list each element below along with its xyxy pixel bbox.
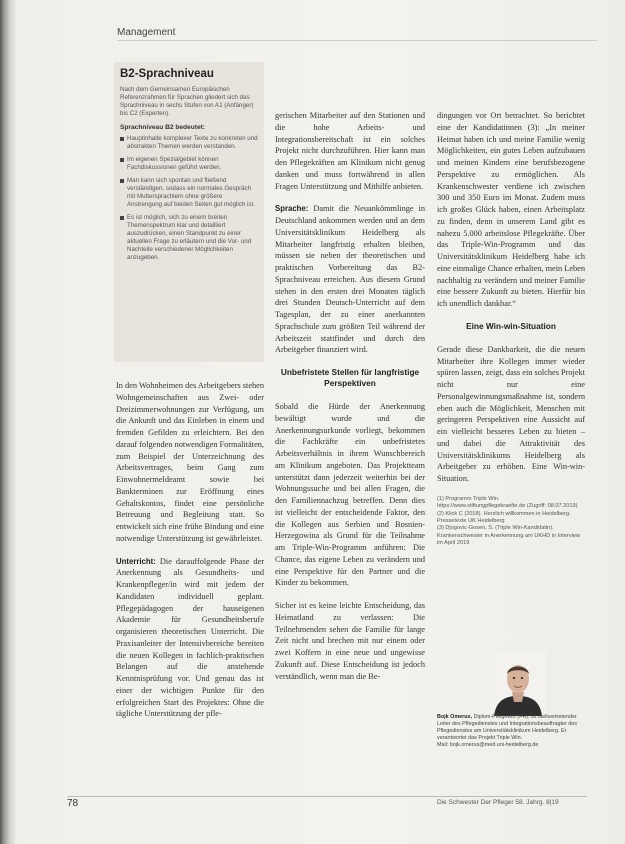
info-box bbox=[114, 62, 264, 362]
page-binding-shadow bbox=[0, 0, 16, 844]
square-bullet-icon bbox=[120, 158, 124, 162]
box-list-item: Im eigenen Spezialgebiet können Fachdiskussionen geführt werden. bbox=[120, 156, 258, 172]
box-subheading: Sprachniveau B2 bedeutet: bbox=[120, 124, 206, 131]
box-list-item: Es ist möglich, sich zu einem breiten Themenspektrum klar und detailliert auszudrücken, einen Standpunkt zu einer aktuellen Frage zu erläutern und die Vor- und Nachteile verschiedener Möglichkeiten anzugeben. bbox=[120, 214, 258, 262]
square-bullet-icon bbox=[120, 137, 124, 141]
paragraph-lead: Unterricht: bbox=[116, 556, 156, 566]
header-rule bbox=[117, 40, 597, 41]
references bbox=[437, 496, 585, 548]
box-list-item: Man kann sich spontan und fließend verständigen, sodass ein normales Gespräch mit Muttersprachlern ohne größere Anstrengung auf beiden Seiten gut möglich ist. bbox=[120, 177, 258, 209]
author-description: Diplom-Pflegewirt (FH), ist stellvertretender Leiter des Pflegedienstes und Integrationsbeauftragter des Pflegedienstes am Universitätsklinikum Heidelberg. Er verantwortet das Projekt Triple Win. bbox=[437, 714, 577, 741]
paragraph: dingungen vor Ort betrachtet. So berichtet eine der Kandidatinnen (3): „In meiner Heimat haben ich und meine Familie wenig Möglichkeiten, ein gutes Leben aufzubauen und meinen Kindern eine berufsbezogene Perspektive zu ermöglichen. Als Krankenschwester verdiene ich zwischen 300 und 350 Euro im Monat. Zudem muss ich großes Glück haben, einen Arbeitsplatz zu finden, denn in unserem Land gibt es nahezu 5.000 arbeitslose Pflegekräfte. Über das Triple-Win-Programm und das Universitätsklinikum Heidelberg habe ich eine einmalige Chance erhalten, mein Leben nachhaltig zu verändern und meiner Familie eine bessere Zukunft zu bieten. Hierfür bin ich unendlich dankbar.“ bbox=[437, 111, 585, 308]
text-column-2 bbox=[275, 110, 425, 693]
box-intro: Nach dem Gemeinsamen Europäischen Referenzrahmen für Sprachen gliedert sich das Sprachniveau in sechs Stufen von A1 (Anfänger) bis C2 (Experten). bbox=[120, 86, 254, 117]
author-email: Mail: bojk.omerus@med.uni-heidelberg.de bbox=[437, 742, 539, 748]
paragraph-lead: Sprache: bbox=[275, 204, 309, 214]
section-heading: Unbefristete Stellen für langfristige Perspektiven bbox=[280, 367, 420, 388]
text-column-3 bbox=[437, 110, 585, 548]
paragraph: In den Wohnheimen des Arbeitgebers stehen Wohngemeinschaften aus Zwei- oder Dreizimmerwohnungen zur Verfügung, um die Ankunft und das Einleben in einem und fremden Gefilden zu erleichtern. Bei den darauf folgenden notwendigen Formalitäten, zum Beispiel der Unterzeichnung des Arbeitsvertrages, beim Gang zum Einwohnermeldeamt sowie bei Bankterminen zur Eröffnung eines Gehaltskontos, findet eine persönliche Betreuung und Begleitung statt. So entwickelt sich eine frühe Bindung und eine notwendige Unterstützung ist gewährleistet. bbox=[116, 381, 264, 543]
text-column-1 bbox=[116, 380, 264, 731]
paragraph: Unterricht: Die darauffolgende Phase der Anerkennung als Gesundheits- und Krankenpfleger/in wird mit jedem der Kandidaten individuell geplant. Pflegepädagogen der hauseigenen Akademie für Gesundheitsberufe organisieren theoretischen Unterricht. Die Praxisanleiter der Intensivbereiche bereiten die neuen Kollegen in fachlich-praktischen Belangen auf die anstehende Kenntnisprüfung vor. Und genau das ist einer der wichtigen Punkte für den erfolgreichen Start des Projektes: Ohne die tägliche Unterstützung der pfle- bbox=[116, 556, 265, 719]
reference-item: (3) Djogovic-Gosen, S. (Triple Win-Kandidatin). Krankenschwester in Anerkennung am UKHD in Interview im April 2019 bbox=[437, 525, 581, 547]
paragraph: Sprache: Damit die Neuankömmlinge in Deutschland ankommen werden und an dem Universitätsklinikum Heidelberg als Mitarbeiter langfristig erhalten bleiben, müssen sie neben der theoretischen und praktischen Vorbereitung das B2-Sprachniveau erreichen. Aus diesem Grund stehen in den ersten drei Monaten täglich drei Stunden Deutsch-Unterricht auf dem Tagesplan, der zu einer anerkannten Sprachschule zum größten Teil während der Arbeitszeit stattfindet und durch den Arbeitgeber finanziert wird. bbox=[275, 204, 426, 355]
author-portrait-icon bbox=[490, 652, 546, 716]
reference-item: (1) Programm Triple Win. https://www.stiftungpflegekraefte.de (Zugriff: 08.07.2019) bbox=[437, 495, 578, 510]
reference-item: (2) Klick C (2018). Herzlich willkommen in Heidelberg. Pressetexte UK Heidelberg bbox=[437, 510, 571, 524]
square-bullet-icon bbox=[120, 179, 124, 183]
journal-info: Die Schwester Der Pfleger 58. Jahrg. 8|19 bbox=[437, 799, 559, 806]
paragraph: Sobald die Hürde der Anerkennung bewältigt wurde und die Anerkennungsurkunde vorliegt, bekommen die Fachkräfte ein unbefristetes Arbeitsverhältnis in ihrem Wunschbereich am Klinikum angeboten. Das Projektteam unterstützt dann jederzeit weiterhin bei der Wohnungssuche und bei allen Fragen, die den Familiennachzug betreffen. Denn dies ist vielleicht der entscheidende Faktor, den die Kollegen aus Serbien und Bosnien-Herzegowina als Grund für die Teilnahme am Triple-Win-Programm anführen: Die Chance, das eigene Leben zu verändern und eine Perspektive für den Partner und die Kinder zu bekommen. bbox=[275, 402, 425, 588]
page-number: 78 bbox=[67, 798, 79, 809]
author-photo bbox=[490, 652, 546, 716]
box-list-item: Hauptinhalte komplexer Texte zu konkreten und abstrakten Themen werden verstanden. bbox=[120, 135, 258, 151]
author-name: Bojk Omerus, bbox=[437, 714, 473, 720]
box-title: B2-Sprachniveau bbox=[120, 68, 214, 80]
square-bullet-icon bbox=[120, 216, 124, 220]
paragraph: Gerade diese Dankbarkeit, die die neuen Mitarbeiter ihre Kollegen immer wieder spüren lassen, zeigt, dass ein solches Projekt nicht nur eine Personalgewinnungsmaßnahme ist, sondern eben auch die Möglichkeit, Menschen mit geringeren Perspektiven eine Aussicht auf ein vielleicht besseres Leben zu bieten – und dabei die Attraktivität des Universitätsklinikums Heidelberg als Arbeitgeber zu erhöhen. Eine Win-win-Situation. bbox=[437, 344, 585, 483]
paragraph: Sicher ist es keine leichte Entscheidung, das Heimatland zu verlassen: Die Teilnehmenden sehen die Familie für lange Zeit nicht und brechen mit nur einem oder zwei Koffern in eine neue und ungewisse Zukunft auf. Diese Entscheidung ist jedoch verständlich, wenn man die Be- bbox=[275, 601, 425, 681]
section-heading: Eine Win-win-Situation bbox=[466, 320, 556, 331]
footer-rule bbox=[67, 796, 587, 797]
section-label: Management bbox=[117, 27, 176, 38]
box-list bbox=[120, 135, 258, 262]
paragraph: gerischen Mitarbeiter auf den Stationen und die hohe Arbeits- und Integrationsbereitschaft ist ein solches Projekt nicht durchzuführen. Hier kann man den Pflegekräften am Klinikum nicht genug danken und muss fortwährend in allen Fragen Unterstützung und Mithilfe anbieten. bbox=[275, 111, 425, 191]
author-bio bbox=[437, 714, 587, 749]
